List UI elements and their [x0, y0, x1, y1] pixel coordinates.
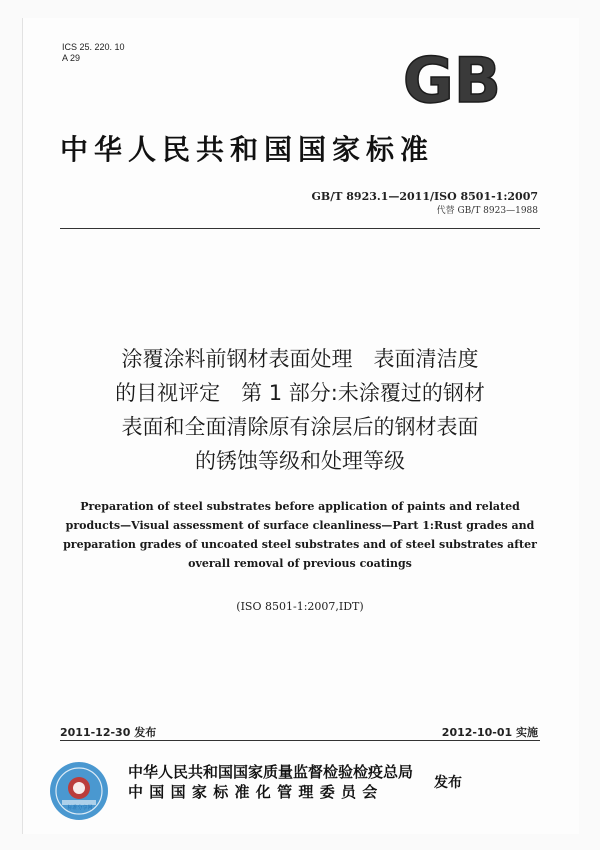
- standard-number: GB/T 8923.1—2011/ISO 8501-1:2007: [311, 190, 538, 203]
- ics-code: ICS 25. 220. 10: [62, 42, 125, 52]
- chinese-title: [60, 342, 540, 478]
- replaces-standard: 代替 GB/T 8923—1988: [436, 206, 538, 216]
- authority-aqsiq: 中华人民共和国国家质量监督检验检疫总局: [128, 763, 414, 781]
- english-title-line: overall removal of previous coatings: [188, 557, 412, 570]
- classification-codes: [62, 42, 125, 64]
- english-title-line: preparation grades of uncoated steel substrates and of steel substrates after: [63, 538, 537, 551]
- chinese-title-line: 涂覆涂料前钢材表面处理 表面清洁度: [121, 347, 479, 371]
- english-title: [60, 497, 540, 573]
- seal-caption: 标准分享网: [67, 805, 93, 811]
- issue-date: 2011-12-30 发布: [60, 726, 157, 739]
- authority-sac: 中国国家标准化管理委员会: [128, 783, 384, 801]
- sac-seal-icon: [48, 760, 110, 822]
- chinese-title-line: 的目视评定 第 1 部分:未涂覆过的钢材: [115, 381, 485, 405]
- english-title-line: Preparation of steel substrates before application of paints and related: [80, 500, 520, 513]
- implementation-date: 2012-10-01 实施: [441, 726, 538, 739]
- ccs-code: A 29: [62, 53, 81, 63]
- chinese-title-line: 表面和全面清除原有涂层后的钢材表面: [121, 415, 479, 439]
- header-divider: [60, 228, 540, 229]
- issuing-authorities: [128, 762, 413, 802]
- gb-logo-text: GB: [402, 50, 502, 108]
- chinese-title-line: 的锈蚀等级和处理等级: [195, 449, 405, 473]
- standard-name: 中华人民共和国国家标准: [60, 133, 435, 166]
- gb-logo: [393, 50, 511, 108]
- iso-reference: (ISO 8501-1:2007,IDT): [236, 600, 364, 613]
- footer-divider: [60, 740, 540, 741]
- publish-label: 发布: [434, 775, 462, 791]
- english-title-line: products—Visual assessment of surface cleanliness—Part 1:Rust grades and: [65, 519, 535, 532]
